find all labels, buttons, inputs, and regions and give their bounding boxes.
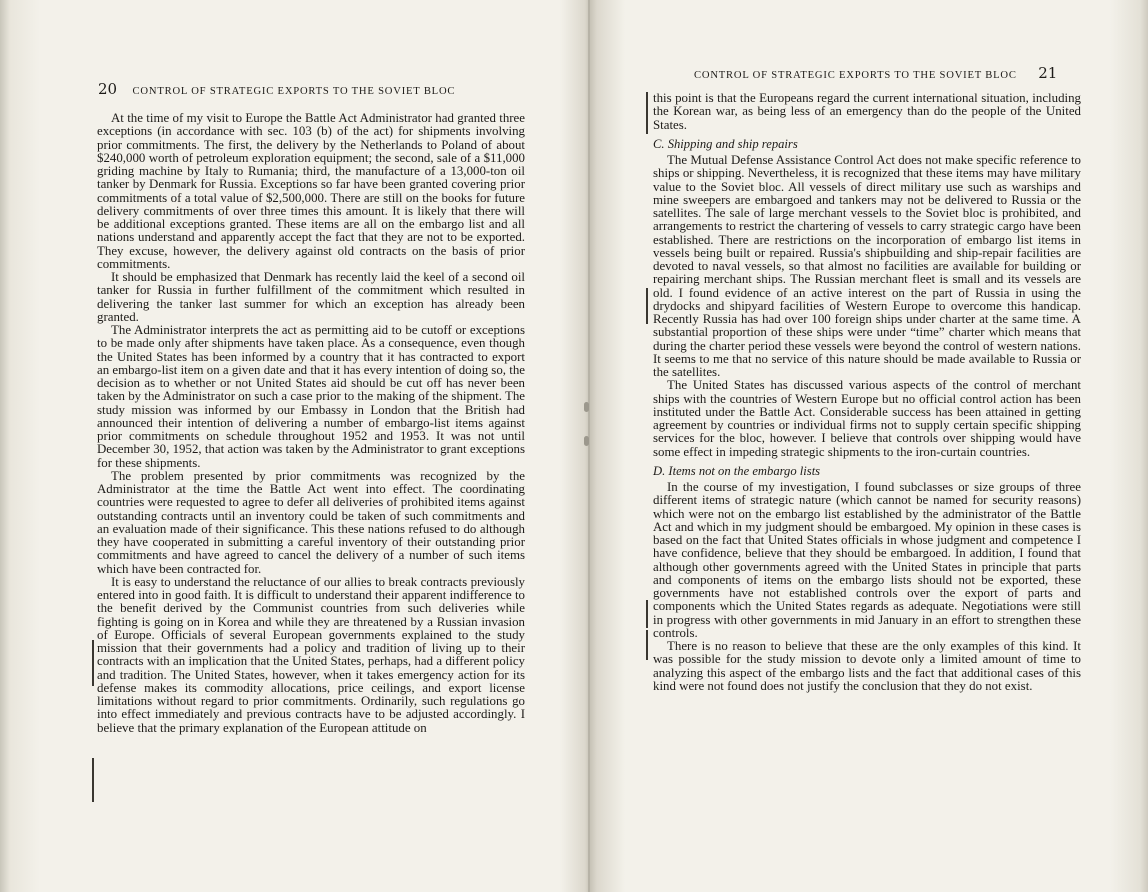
- paragraph: The problem presented by prior commitments was recognized by the Administrator at the time the Battle Act went into effect. The coordinating countries were requested to agree to defer all deliveries of prohibited items against outstanding contracts until an inventory could be taken of such commitments and an evaluation made of their significance. This these nations refused to do although they have cooperated in submitting a careful inventory of their outstanding prior commitments and have agreed to cancel the delivery of a number of such items which have been contracted for.: [97, 468, 525, 576]
- section-heading-shipping: C. Shipping and ship repairs: [653, 136, 798, 151]
- right-page-number: 21: [1038, 64, 1058, 82]
- paragraph: It is easy to understand the reluctance of our allies to break contracts previously entered into in good faith. It is difficult to understand their apparent indifference to the benefit derived by the Communist countries from such deliveries while fighting is going on in Korea and while they are threatened by a Russian invasion of Europe. Officials of several European governments explained to the study mission that their governments had a policy and tradition of living up to their contracts with an implication that the United States, perhaps, had a different policy and tradition. The United States, however, when it takes emergency action for its defense makes its commodity allocations, price ceilings, and export license limitations without regard to prior commitments. Ordinarily, such regulations go into effect immediately and previous contracts have to be adjusted accordingly. I believe that the primary explanation of the European attitude on: [97, 574, 525, 735]
- left-page-body: [97, 112, 525, 735]
- paragraph: In the course of my investigation, I found subclasses or size groups of three different items of strategic nature (which cannot be named for security reasons) which were not on the embargo list established by the administrator of the Battle Act and which in my judgment should be embargoed. My opinion in these cases is based on the fact that United States officials in whose judgment and competence I have confidence, believe that they should be embargoed. In addition, I found that although other governments agreed with the United States in principle that parts and components of items on the embargo lists should not be exported, these governments have not established controls over the export of parts and components which the United States regards as adequate. Negotiations were still in progress with other governments in mid January in an effort to strengthen these controls.: [653, 480, 1081, 640]
- margin-mark: [646, 288, 648, 324]
- left-running-head-title: CONTROL OF STRATEGIC EXPORTS TO THE SOVIET BLOC: [132, 86, 456, 97]
- margin-mark: [92, 640, 94, 686]
- section-heading-embargo-lists: D. Items not on the embargo lists: [653, 463, 821, 478]
- paragraph: this point is that the Europeans regard the current international situation, including the Korean war, as being less of an emergency than do the people of the United States.: [653, 91, 1081, 132]
- left-running-head: [98, 80, 455, 98]
- margin-mark: [646, 92, 648, 134]
- right-page-body: [653, 92, 1081, 693]
- paragraph: The United States has discussed various aspects of the control of merchant ships with the countries of Western Europe but no official control action has been instituted under the Battle Act. Considerable success has been attained in getting agreement by countries or individual firms not to supply certain specific shipping services for the bloc, however. I believe that controls over shipping would have some effect in impeding strategic shipments to the iron-curtain countries.: [653, 378, 1081, 459]
- right-page: [590, 0, 1148, 892]
- paragraph: The Mutual Defense Assistance Control Act does not make specific reference to ships or shipping. Nevertheless, it is recognized that these items may have military value to the Soviet bloc. All vessels of direct military use such as warships and mine sweepers are embargoed and tankers may not be delivered to Russia or the satellites. The sale of large merchant vessels to the Soviet bloc is prohibited, and arrangements to restrict the chartering of vessels to carry strategic cargo have been established. There are restrictions on the incorporation of embargo list items in vessels being built or repaired. Russia's shipbuilding and ship-repair facilities are devoted to naval vessels, so that almost no facilities are available for building or repairing merchant ships. The Russian merchant fleet is small and its vessels are old. I found evidence of an active interest on the part of Russia in using the drydocks and shipyard facilities of Western Europe to overcome this handicap. Recently Russia has had over 100 foreign ships under charter at the same time. A substantial proportion of these ships were under “time” charter which means that during the charter period these vessels were beyond the control of western nations. It seems to me that no service of this nature should be made available to Russia or the satellites.: [653, 153, 1081, 379]
- right-running-head: [694, 64, 1057, 82]
- margin-mark: [92, 758, 94, 802]
- paragraph: At the time of my visit to Europe the Battle Act Administrator had granted three exceptions (in accordance with sec. 103 (b) of the act) for shipments involving prior commitments. The first, the delivery by the Netherlands to Poland of about $240,000 worth of petroleum exploration equipment; the second, sale of a $11,000 griding machine by Italy to Rumania; third, the manufacture of a 13,000-ton oil tanker by Denmark for Russia. Exceptions so far have been granted covering prior commitments of a total value of $2,500,000. There are still on the books for future delivery commitments of over three times this amount. It is likely that there will be additional exceptions granted. These items are all on the embargo list and all nations understand and apparently accept the fact that they are not to be exported. They excuse, however, the delivery against old contracts on the basis of prior commitments.: [97, 111, 525, 271]
- left-page-number: 20: [98, 80, 118, 98]
- paragraph: The Administrator interprets the act as permitting aid to be cutoff or exceptions to be made only after shipments have taken place. As a consequence, even though the United States has been informed by a country that it has contracted to export an embargo-list item on a given date and that it has every intention of doing so, the decision as to whether or not United States aid should be cut off has never been taken by the Administrator on such a case prior to the making of the shipment. The study mission was informed by our Embassy in London that the British had announced their intention of delivering a number of embargo-list items against prior commitments on schedule throughout 1952 and 1953. It was not until December 30, 1952, that action was taken by the Administrator to grant exceptions for these shipments.: [97, 323, 525, 470]
- paragraph: It should be emphasized that Denmark has recently laid the keel of a second oil tanker for Russia in further fulfillment of the commitment which resulted in delivering the tanker last summer for which an exception has already been granted.: [97, 270, 525, 324]
- margin-mark: [646, 600, 648, 628]
- paragraph: There is no reason to believe that these are the only examples of this kind. It was possible for the study mission to devote only a limited amount of time to analyzing this aspect of the embargo lists and the fact that additional cases of this kind were not found does not justify the conclusion that they do not exist.: [653, 639, 1081, 693]
- margin-mark: [646, 630, 648, 660]
- right-running-head-title: CONTROL OF STRATEGIC EXPORTS TO THE SOVIET BLOC: [694, 70, 1017, 81]
